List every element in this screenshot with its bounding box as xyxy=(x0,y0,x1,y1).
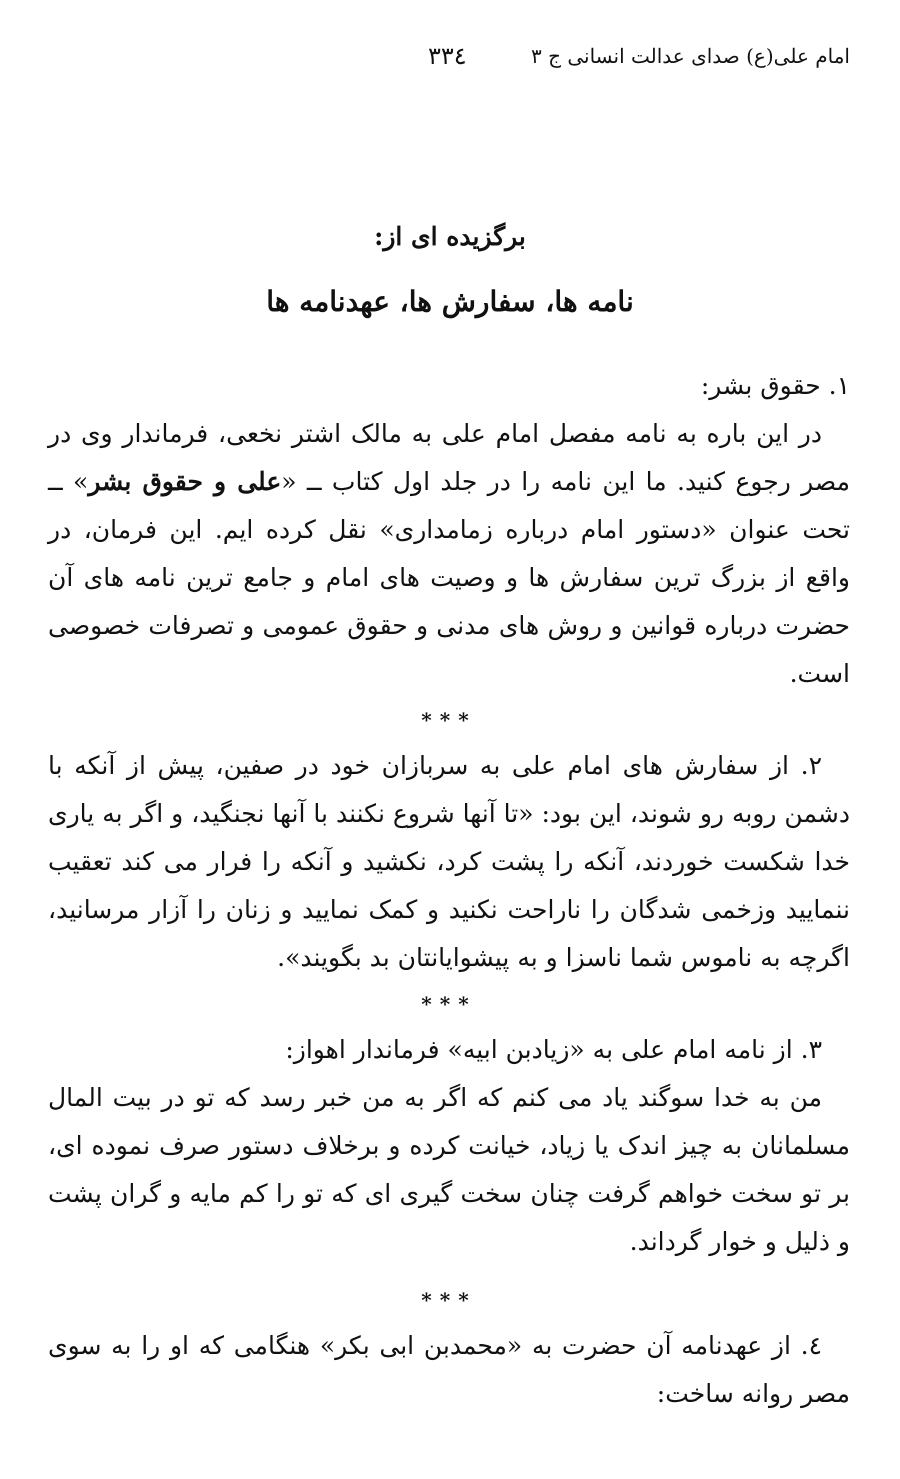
item-1-text-start: در این باره به نامه مفصل امام علی به مالک اشتر نخعی، فرماندار وی در مصر رجوع کنید. ما این نامه را در جلد اول کتاب ــ « xyxy=(48,419,851,496)
item-1-book-title: علی و حقوق بشر xyxy=(88,467,282,496)
separator-stars: *** xyxy=(421,708,477,732)
section-subheading: نامه ها، سفارش ها، عهدنامه ها xyxy=(266,285,634,318)
page-number: ۳۳٤ xyxy=(428,42,467,70)
item-1-heading: ۱. حقوق بشر: xyxy=(700,371,850,400)
book-title: امام علی(ع) صدای عدالت انسانی ج ۳ xyxy=(530,44,850,68)
item-1-paragraph xyxy=(48,410,850,698)
spacer xyxy=(48,1266,850,1278)
item-1-text-end: » ــ تحت عنوان «دستور امام درباره زمامداری» نقل کرده ایم. این فرمان، در واقع از بزرگ ترین سفارش ها و وصیت های امام و جامع ترین نامه های آن حضرت درباره قوانین و روش های مدنی و حقوق عمومی و تصرفات خصوصی است. xyxy=(48,467,850,688)
body-text xyxy=(48,362,850,1418)
section-heading: برگزیده ای از: xyxy=(374,222,526,251)
item-3-heading: ۳. از نامه امام علی به «زیادبن ابیه» فرماندار اهواز: xyxy=(285,1035,822,1064)
item-4-paragraph: ٤. از عهدنامه آن حضرت به «محمدبن ابی بکر» هنگامی که او را به سوی مصر روانه ساخت: xyxy=(48,1331,850,1408)
item-3-paragraph: من به خدا سوگند یاد می کنم که اگر به من خبر رسد که تو در بیت المال مسلمانان به چیز اندک یا زیاد، خیانت کرده و برخلاف دستور صرف نموده ای، بر تو سخت خواهم گرفت چنان سخت گیری ای که تو را کم مایه و گران پشت و ذلیل و خوار گرداند. xyxy=(48,1083,850,1256)
item-2-paragraph: ۲. از سفارش های امام علی به سربازان خود در صفین، پیش از آنکه با دشمن روبه رو شوند، این بود: «تا آنها شروع نکنند با آنها نجنگید، و اگر به یاری خدا شکست خوردند، آنکه را پشت کرد، نکشید و آنکه را فرار می کند تعقیب ننمایید وزخمی شدگان را ناراحت نکنید و کمک نمایید و زنان را آزار مرسانید، اگرچه به ناموس شما ناسزا و به پیشوایانتان بد بگویند». xyxy=(48,751,850,972)
running-header xyxy=(50,38,850,74)
separator-stars: *** xyxy=(421,992,477,1016)
separator-stars: *** xyxy=(421,1288,477,1312)
